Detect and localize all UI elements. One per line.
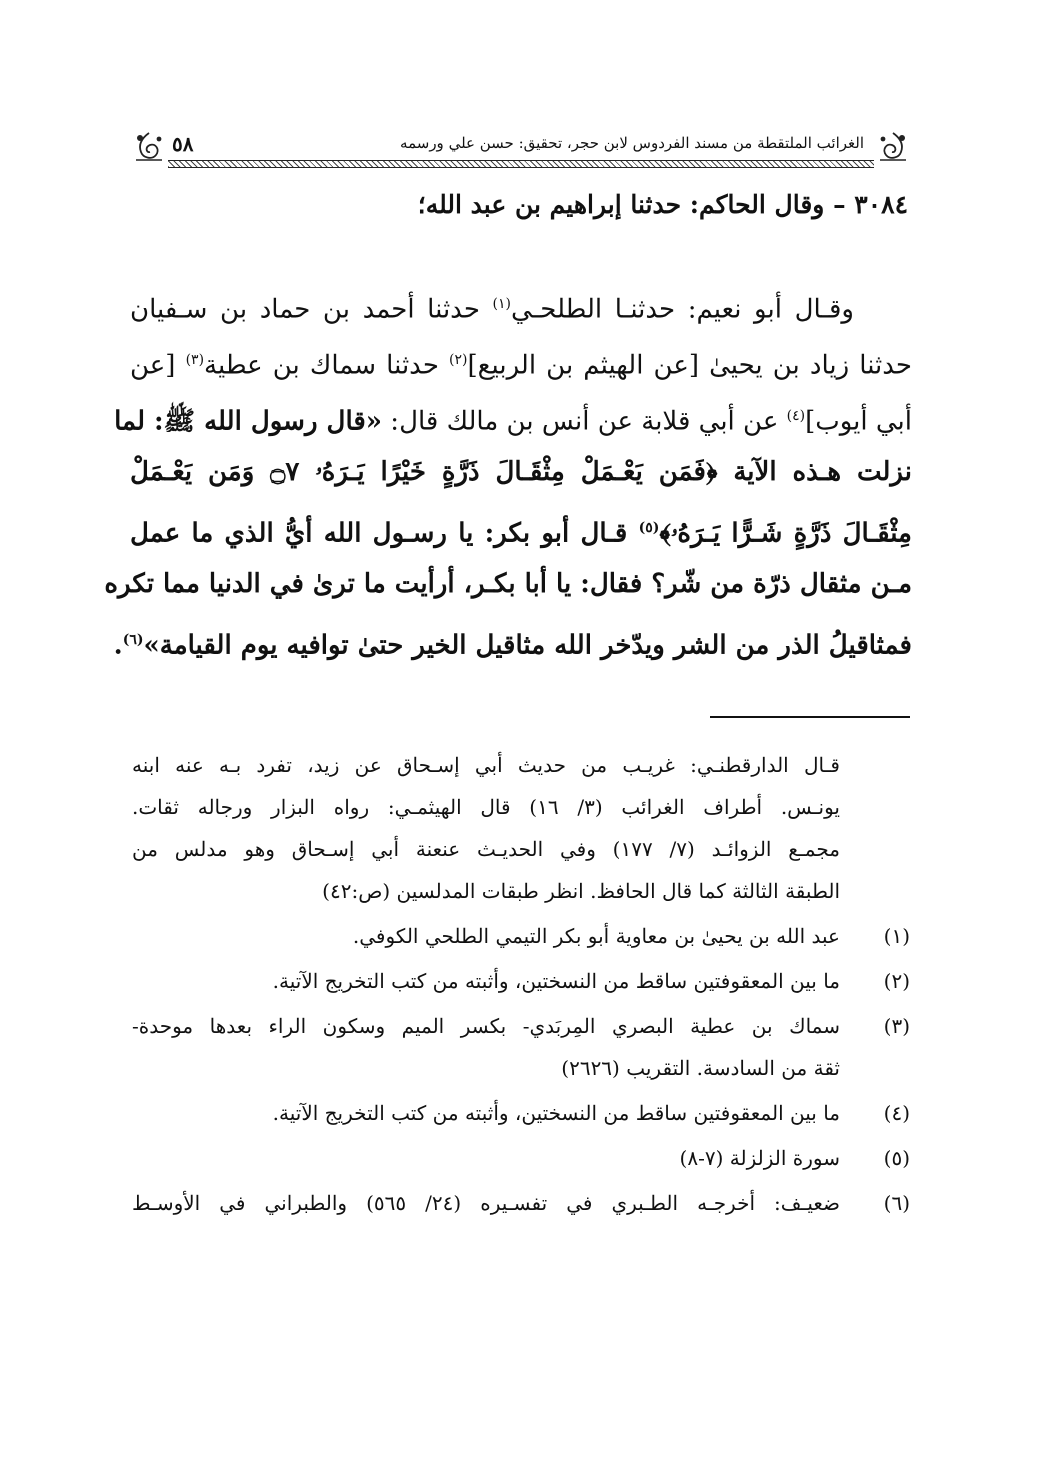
footnote-intro xyxy=(132,744,910,912)
footnote-ref[interactable]: (٣) xyxy=(185,352,205,368)
footnote-line: يونـس. أطراف الغرائب (٣/ ١٦) قال الهيثمـي: رواه البزار ورجاله ثقات. xyxy=(132,795,840,819)
footnote-ref[interactable]: (٤) xyxy=(786,408,806,424)
footnote-line: عبد الله بن يحيىٰ بن معاوية أبو بكر التيمي الطلحي الكوفي. xyxy=(352,924,840,948)
text-span: حدثنا زياد بن يحيىٰ [عن الهيثم بن الربيع] xyxy=(467,350,913,381)
footnote-number: (٦) xyxy=(883,1191,910,1215)
text-span: [عن xyxy=(130,350,186,381)
footnote-separator xyxy=(710,716,910,718)
text-span: فمثاقيلُ الذر من الشر ويدّخر الله مثاقيل الخير حتىٰ توافيه يوم القيامة» xyxy=(143,630,912,661)
text-span: قـال أبو بكر: يا رسـول الله أيُّ الذي ما عمل xyxy=(130,518,639,549)
footnote-number: (٤) xyxy=(883,1101,910,1125)
text-span: حدثنا سماك بن عطية xyxy=(204,350,450,381)
footnote-item xyxy=(132,1182,910,1224)
footnote-line: قـال الدارقطنـي: غريـب من حديث أبي إسـحاق عن زيد، تفرد بـه عنه ابنه xyxy=(132,753,840,777)
text-span: مِثْقَـالَ ذَرَّةٍ شَـرًّا يَـرَهُۥ﴾ xyxy=(659,518,912,549)
footnote-ref[interactable]: (٥) xyxy=(638,520,660,536)
body-line: نزلت هـذه الآية ﴿فَمَن يَعْـمَلْ مِثْقَـالَ ذَرَّةٍ خَيْرًا يَـرَهُۥ ۝٧ وَمَن يَعْـمَلْ xyxy=(130,457,912,487)
text-span: «قال رسول الله ﷺ: لما xyxy=(114,406,383,437)
running-title: الغرائب الملتقطة من مسند الفردوس لابن حجر، تحقيق: حسن علي ورسمه xyxy=(400,134,864,152)
body-line: مـن مثقال ذرّة من شّر؟ فقال: يا أبا بكـر، أرأيت ما ترىٰ في الدنيا مما تكره xyxy=(104,569,912,599)
running-header xyxy=(132,124,910,168)
footnote-item xyxy=(132,1137,910,1179)
footnote-item xyxy=(132,1005,910,1089)
body-line xyxy=(130,500,912,556)
footnote-line: الطبقة الثالثة كما قال الحافظ. انظر طبقات المدلسين (ص:٤٢) xyxy=(322,879,840,903)
body-line xyxy=(114,388,912,444)
text-span: أبي أيوب] xyxy=(805,406,912,437)
footnote-number: (١) xyxy=(883,924,910,948)
text-span: . xyxy=(113,630,123,661)
body-line xyxy=(113,612,912,668)
footnote-line: ما بين المعقوفتين ساقط من النسختين، وأثبته من كتب التخريج الآتية. xyxy=(272,1101,840,1125)
hadith-body xyxy=(104,276,913,668)
header-rule xyxy=(168,160,874,168)
text-span: وقـال أبو نعيم: حدثنـا الطلحـي xyxy=(511,294,854,325)
footnotes xyxy=(132,744,910,1224)
footnote-ref[interactable]: (٦) xyxy=(122,632,144,648)
page-number: ٥٨ xyxy=(172,132,194,156)
footnote-item xyxy=(132,915,910,957)
footnote-number: (٣) xyxy=(883,1014,910,1038)
footnote-line: ثقة من السادسة. التقريب (٢٦٢٦) xyxy=(561,1056,840,1080)
hadith-heading: ٣٠٨٤ – وقال الحاكم: حدثنا إبراهيم بن عبد الله؛ xyxy=(417,190,908,219)
text-span: حدثنا أحمد بن حماد بن سـفيان xyxy=(130,294,493,325)
footnote-ref[interactable]: (١) xyxy=(492,296,511,312)
ornament-icon xyxy=(876,130,910,164)
text-span: عن أبي قلابة عن أنس بن مالك قال: xyxy=(382,406,787,437)
footnote-line: ما بين المعقوفتين ساقط من النسختين، وأثبته من كتب التخريج الآتية. xyxy=(272,969,840,993)
body-line xyxy=(130,276,912,332)
footnote-line: سماك بن عطية البصري المِربَدي- بكسر الميم وسكون الراء بعدها موحدة- xyxy=(132,1014,840,1038)
footnote-number: (٢) xyxy=(883,969,910,993)
footnote-line: ضعيـف: أخرجـه الطـبري في تفسـيره (٢٤/ ٥٦٥) والطبراني في الأوسـط xyxy=(132,1191,841,1215)
footnote-line: سورة الزلزلة (٧-٨) xyxy=(679,1146,840,1170)
footnote-item xyxy=(132,1092,910,1134)
footnote-item xyxy=(132,960,910,1002)
footnote-number: (٥) xyxy=(883,1146,910,1170)
footnote-line: مجمـع الزوائـد (٧/ ١٧٧) وفي الحديـث عنعنة أبي إسـحاق وهو مدلس من xyxy=(132,837,840,861)
ornament-icon xyxy=(132,130,166,164)
body-line xyxy=(130,332,912,388)
footnote-ref[interactable]: (٢) xyxy=(449,352,468,368)
